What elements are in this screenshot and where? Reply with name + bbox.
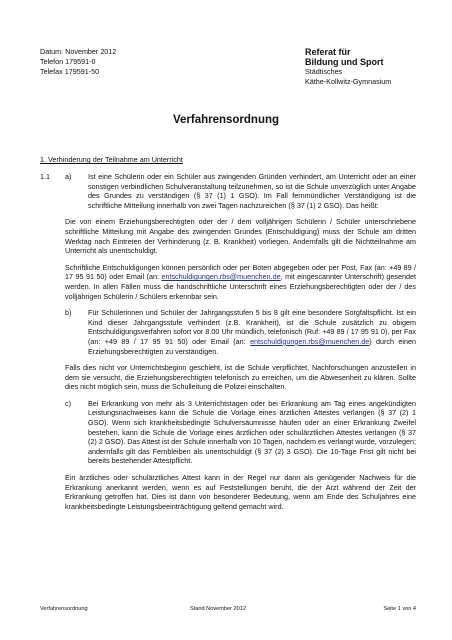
document-body — [40, 172, 416, 518]
school-line-2: Käthe-Kollwitz-Gymnasium — [305, 76, 392, 86]
paragraph-number: 1.1 — [40, 172, 50, 181]
footer-center: Stand November 2012 — [190, 606, 246, 612]
section-heading: 1. Verhinderung der Teilnahme am Unterricht — [40, 155, 183, 164]
paragraph-letter: b) — [65, 308, 72, 318]
paragraph-text: Ist eine Schülerin oder ein Schüler aus zwingenden Gründen verhindert, am Unterricht oder an einer sonstigen verbindlichen Schulveranstaltung teilzunehmen, so ist die Schule unverzüglich unter Angabe des Grundes zu verständigen (§ 37 (1) 1 GSO). Im Fall fernmündlicher Verständigung ist die schriftliche Mitteilung innerhalb von zwei Tagen nachzureichen (§ 37 (1) 2 GSO). Das heißt: — [88, 172, 416, 210]
department-line-2: Bildung und Sport — [305, 57, 384, 67]
sender-block — [305, 47, 391, 86]
paragraph-b-text-1: Für Schülerinnen und Schüler der Jahrgangsstufen 5 bis 8 gilt eine besondere Sorgfaltspflicht. Ist ein Kind dieser Jahrgangsstufe verhindert (z.B. Krankheit), ist die Schule zusätzlich zu obigem Entschuldigungsverfahren sofort vor 8.00 Uhr mündlich, telefonisch (Ruf: +49 89 / 17 95 91 0), per Fax (an: +49 89 / 17 95 91 50) oder Email (an: — [88, 308, 416, 346]
phone-line: Telefon 179591-0 — [40, 57, 96, 66]
date-line: Datum: November 2012 — [40, 47, 117, 56]
footer-page-number: Seite 1 von 4 — [383, 606, 416, 612]
footer-left: Verfahrensordnung — [40, 606, 88, 612]
paragraph-letter: c) — [65, 398, 71, 408]
paragraph-b — [65, 308, 416, 356]
paragraph-1-1-a — [40, 172, 416, 210]
paragraph-a3-text-2: , mit eingescannter Unterschrift) gesendet werden. In allen Fällen muss die handschriftliche Unterschrift eines Erziehungsberechtigten oder der / des volljährigen Schülerin / Schülers erkennbar sein. — [65, 272, 417, 301]
paragraph-c — [65, 399, 416, 466]
paragraph-b-text-2: ) durch einen Erziehungsberechtigten zu verständigen. — [88, 336, 417, 356]
paragraph-letter: a) — [65, 172, 72, 181]
email-link[interactable]: entschuldigungen.rbs@muenchen.de — [250, 336, 370, 346]
paragraph-b2: Falls dies nicht vor Unterrichtsbeginn geschieht, ist die Schule verpflichtet, Nachforschungen anzustellen in dem sie versucht, die Erziehungsberechtigten telefonisch zu erreichen, um die Abwesenheit zu klären. Sollte dies nicht möglich sein, muss die Schulleitung die Polizei einschalten. — [65, 363, 416, 392]
department-line-1: Referat für — [305, 47, 351, 57]
paragraph-a3 — [65, 263, 416, 301]
email-link[interactable]: entschuldigungen.rbs@muenchen.de — [161, 272, 281, 282]
document-title: Verfahrensordnung — [172, 114, 280, 126]
paragraph-c-text: Bei Erkrankung von mehr als 3 Unterrichtstagen oder bei Erkrankung am Tag eines angekündigten Leistungsnachweises kann die Schule die Vorlage eines ärztlichen Attestes verlangen (§ 37 (2) 1 GSO). Wenn sich krankheitsbedingte Schulversäumnisse häufen oder an einer Erkrankung Zweifel bestehen, kann die Schule die Vorlage eines ärztlichen oder schulärztlichen Attestes verlangen (§ 37 (2) 2 GSO). Das Attest ist der Schule innerhalb von 10 Tagen, nachdem es verlangt wurde, vorzulegen; andernfalls gilt das Fernbleiben als unentschuldigt (§ 37 (2) 3 GSO). Die 10-Tage Frist gilt nicht bei bereits bestehender Attestpflicht. — [88, 398, 416, 466]
letter-meta — [40, 47, 116, 77]
paragraph-a2: Die von einem Erziehungsberechtigten oder der / dem volljährigen Schülerin / Schüler unterschriebene schriftliche Mitteilung mit Angabe des zwingenden Grundes (Entschuldigung) muss der Schule am dritten Werktag nach Eintreten der Verhinderung (z. B. Krankheit) vorliegen. Andernfalls gilt die Nichtteilnahme am Unterricht als unentschuldigt. — [65, 217, 416, 256]
paragraph-c2: Ein ärztliches oder schulärztliches Attest kann in der Regel nur dann als genügender Nachweis für die Erkrankung anerkannt werden, wenn es auf Feststellungen beruht, die der Arzt während der Zeit der Erkrankung getroffen hat. Dies ist dann von besonderer Bedeutung, wenn am Ende des Schuljahres eine krankheitsbedingte Leistungsbeeinträchtigung geltend gemacht wird. — [65, 473, 416, 511]
paragraph-b-text — [88, 308, 416, 356]
paragraph-a3-text-1: Schriftliche Entschuldigungen können persönlich oder per Boten abgegeben oder per Post, Fax (an: +49 89 / 17 95 91 50) oder Email (an: — [65, 262, 416, 282]
school-line-1: Städtisches — [305, 67, 343, 76]
fax-line: Telefax 179591-50 — [40, 67, 100, 76]
